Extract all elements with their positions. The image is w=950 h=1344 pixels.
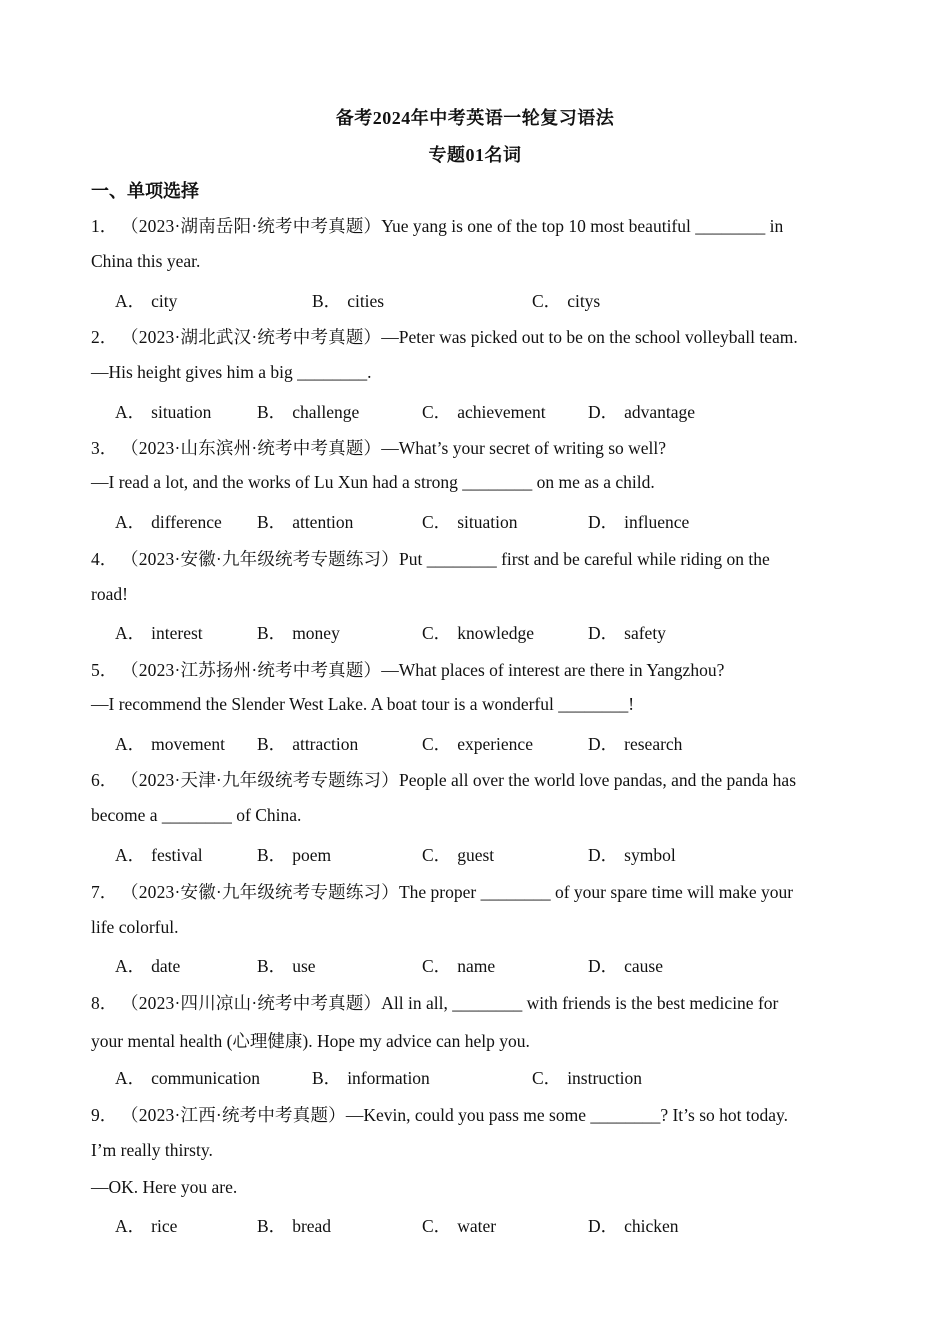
option-d[interactable]: D． safety — [588, 623, 666, 643]
option-b[interactable]: B． challenge — [257, 402, 360, 422]
question-source: （2023·湖南岳阳·统考中考真题） — [121, 216, 382, 236]
section-heading: 一、单项选择 — [91, 181, 199, 201]
option-c[interactable]: C． experience — [422, 734, 533, 754]
question-7 — [91, 879, 871, 904]
question-number: 3． — [91, 438, 118, 458]
question-source: （2023·天津·九年级统考专题练习） — [121, 770, 399, 790]
question-text-line: —I read a lot, and the works of Lu Xun had a strong ________ on me as a child. — [91, 472, 655, 492]
question-number: 7． — [91, 882, 118, 902]
question-number: 8． — [91, 993, 118, 1013]
question-text: —Kevin, could you pass me some ________? It’s so hot today. — [345, 1105, 789, 1125]
option-b[interactable]: B． money — [257, 623, 340, 643]
question-number: 5． — [91, 660, 118, 680]
question-source: （2023·四川凉山·统考中考真题） — [121, 993, 382, 1013]
option-b[interactable]: B． attraction — [257, 734, 359, 754]
question-number: 4． — [91, 549, 118, 569]
question-text: All in all, ________ with friends is the best medicine for — [381, 993, 779, 1013]
question-9 — [91, 1102, 871, 1127]
question-text: People all over the world love pandas, and the panda has — [398, 770, 796, 790]
question-text-line: road! — [91, 584, 128, 604]
question-text-line: China this year. — [91, 251, 201, 271]
option-c[interactable]: C． water — [422, 1216, 497, 1236]
question-text-line: —I recommend the Slender West Lake. A boat tour is a wonderful ________! — [91, 694, 635, 714]
question-number: 9． — [91, 1105, 118, 1125]
option-d[interactable]: D． chicken — [588, 1216, 679, 1236]
document-subtitle: 专题01名词 — [428, 145, 522, 165]
question-source: （2023·安徽·九年级统考专题练习） — [121, 549, 399, 569]
question-4 — [91, 546, 871, 571]
option-a[interactable]: A． movement — [115, 734, 226, 754]
question-number: 2． — [91, 327, 118, 347]
option-a[interactable]: A． rice — [115, 1216, 178, 1236]
option-c[interactable]: C． name — [422, 956, 496, 976]
question-number: 1． — [91, 216, 118, 236]
question-text-line: —His height gives him a big ________. — [91, 362, 372, 382]
option-b[interactable]: B． information — [312, 1068, 430, 1088]
option-b[interactable]: B． poem — [257, 845, 332, 865]
option-d[interactable]: D． research — [588, 734, 683, 754]
question-8 — [91, 990, 871, 1015]
option-b[interactable]: B． bread — [257, 1216, 332, 1236]
option-d[interactable]: D． cause — [588, 956, 664, 976]
question-text: —What places of interest are there in Yangzhou? — [381, 660, 725, 680]
question-text: —What’s your secret of writing so well? — [381, 438, 667, 458]
option-d[interactable]: D． influence — [588, 512, 690, 532]
option-c[interactable]: C． situation — [422, 512, 518, 532]
question-3 — [91, 435, 871, 460]
option-a[interactable]: A． communication — [115, 1068, 261, 1088]
option-a[interactable]: A． city — [115, 291, 178, 311]
question-2 — [91, 324, 871, 349]
question-text-line: your mental health (心理健康). Hope my advice can help you. — [91, 1031, 530, 1051]
option-b[interactable]: B． use — [257, 956, 316, 976]
option-c[interactable]: C． guest — [422, 845, 495, 865]
option-c[interactable]: C． knowledge — [422, 623, 534, 643]
option-c[interactable]: C． instruction — [532, 1068, 643, 1088]
question-text: Yue yang is one of the top 10 most beautiful ________ in — [381, 216, 784, 236]
question-source: （2023·江苏扬州·统考中考真题） — [121, 660, 382, 680]
option-b[interactable]: B． cities — [312, 291, 385, 311]
question-text: —Peter was picked out to be on the school volleyball team. — [381, 327, 798, 347]
option-b[interactable]: B． attention — [257, 512, 354, 532]
option-a[interactable]: A． festival — [115, 845, 203, 865]
option-a[interactable]: A． difference — [115, 512, 222, 532]
question-6 — [91, 767, 871, 792]
question-source: （2023·江西·统考中考真题） — [121, 1105, 346, 1125]
question-text: Put ________ first and be careful while riding on the — [398, 549, 770, 569]
question-text-line: life colorful. — [91, 917, 179, 937]
question-source: （2023·湖北武汉·统考中考真题） — [121, 327, 382, 347]
question-text-line: become a ________ of China. — [91, 805, 302, 825]
question-source: （2023·安徽·九年级统考专题练习） — [121, 882, 399, 902]
question-text: The proper ________ of your spare time will make your — [398, 882, 794, 902]
question-text-line: —OK. Here you are. — [91, 1177, 238, 1197]
option-c[interactable]: C． citys — [532, 291, 601, 311]
option-a[interactable]: A． date — [115, 956, 181, 976]
question-5 — [91, 657, 871, 682]
question-1 — [91, 213, 871, 238]
option-a[interactable]: A． interest — [115, 623, 203, 643]
option-d[interactable]: D． symbol — [588, 845, 676, 865]
option-a[interactable]: A． situation — [115, 402, 212, 422]
document-title: 备考2024年中考英语一轮复习语法 — [335, 108, 615, 128]
option-c[interactable]: C． achievement — [422, 402, 546, 422]
question-source: （2023·山东滨州·统考中考真题） — [121, 438, 382, 458]
question-number: 6． — [91, 770, 118, 790]
option-d[interactable]: D． advantage — [588, 402, 696, 422]
question-text-line: I’m really thirsty. — [91, 1140, 213, 1160]
